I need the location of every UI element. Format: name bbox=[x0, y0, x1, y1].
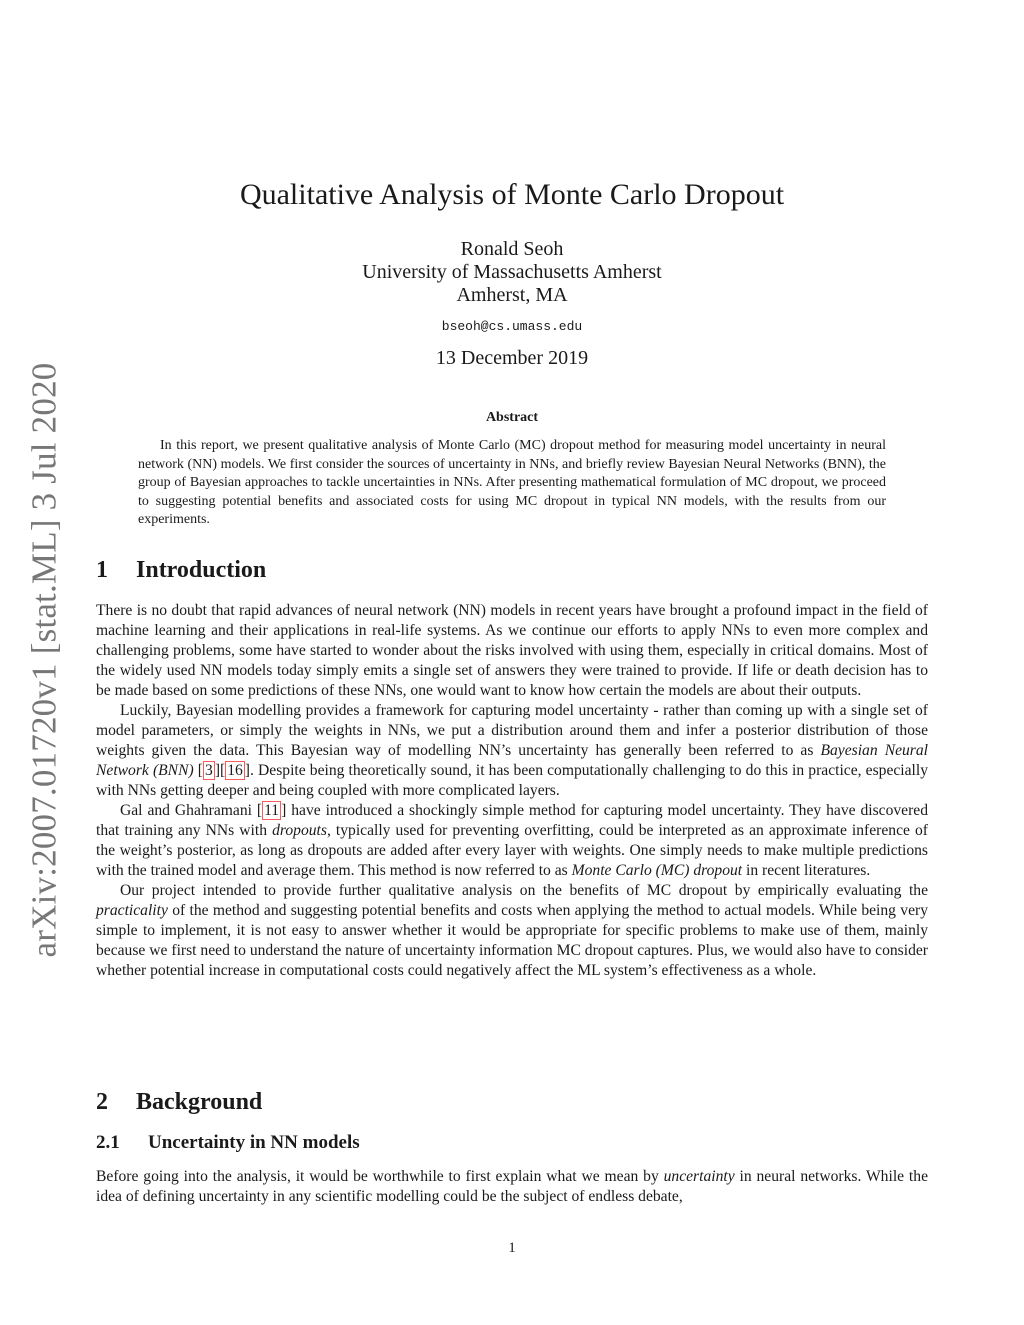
paper-title: Qualitative Analysis of Monte Carlo Dropout bbox=[239, 178, 785, 211]
background-paragraph-1 bbox=[96, 1167, 928, 1207]
text-run: Our project intended to provide further qualitative analysis on the benefits of MC dropout by empirically evaluating the bbox=[120, 882, 928, 899]
introduction-body bbox=[96, 601, 928, 981]
citation-link[interactable]: 3 bbox=[205, 762, 213, 779]
citation-link[interactable]: 11 bbox=[264, 802, 280, 819]
intro-paragraph-2: Luckily, Bayesian modelling provides a framework for capturing model uncertainty - rather than coming up with a single set of model parameters, or simply the weights in NNs, we put a distribution around them and infer a posterior distribution of those weights given the data. This Bayesian way of modelling NN’s uncertainty has generally been referred to as Bayesian Neural Network (BNN) [ 3 ][ 16 ]. Despite being theoretically sound, it has been computationally challenging to do this in practice, especially with NNs getting deeper and being coupled with more complicated layers. bbox=[96, 702, 929, 799]
arxiv-id-text: arXiv:2007.01720v1 [stat.ML] 3 Jul 2020 bbox=[24, 362, 64, 958]
emphasis-dropouts: dropouts bbox=[272, 822, 327, 839]
text-run: Before going into the analysis, it would be worthwhile to first explain what we mean by bbox=[96, 1168, 664, 1185]
page-number: 1 bbox=[508, 1240, 516, 1256]
subsection-uncertainty-heading bbox=[96, 1132, 360, 1154]
text-run: in neural networks. While the idea of defining uncertainty in any scientific modelling could be the subject of endless debate, bbox=[96, 1168, 928, 1205]
abstract-text: In this report, we present qualitative analysis of Monte Carlo (MC) dropout method for measuring model uncertainty in neural network (NN) models. We first consider the sources of uncertainty in NNs, and briefly review Bayesian Neural Networks (BNN), the group of Bayesian approaches to tackle uncertainties in NNs. After presenting mathematical formulation of MC dropout, we proceed to suggesting potential benefits and associated costs for using MC dropout in typical NN models, with the results from our experiments. bbox=[138, 438, 886, 527]
abstract-heading: Abstract bbox=[485, 410, 539, 425]
section-number: 2 bbox=[96, 1089, 108, 1115]
author-email-line bbox=[0, 313, 1024, 336]
emphasis-bnn: Bayesian Neural Network (BNN) bbox=[96, 742, 929, 779]
text-run: , typically used for preventing overfitting, could be interpreted as an approximate inference of the weight’s posterior, as long as dropouts are added after every layer with weights. One simply needs to make multiple predictions with the trained model and average them. This method is now referred to as bbox=[96, 822, 928, 879]
author-name: Ronald Seoh bbox=[460, 238, 564, 260]
emphasis-mc-dropout: Monte Carlo (MC) dropout bbox=[571, 862, 743, 879]
intro-paragraph-4 bbox=[96, 881, 928, 981]
emphasis-practicality: practicality bbox=[96, 902, 168, 919]
text-run: in recent literatures. bbox=[742, 862, 871, 879]
text-run: . Despite being theoretically sound, it has been computationally challenging to do this in practice, especially with NNs getting deeper and being coupled with more complicated layers. bbox=[96, 762, 928, 799]
section-background-heading bbox=[96, 1089, 262, 1116]
text-run: of the method and suggesting potential benefits and costs when applying the method to actual models. While being very simple to implement, it is not easy to answer whether it would be appropriate for specific problems to make use of them, mainly because we first need to understand the nature of uncertainty information MC dropout captures. Plus, we would also have to consider whether potential increase in computational costs could negatively affect the ML system’s effectiveness as a whole. bbox=[96, 902, 928, 979]
section-number: 1 bbox=[96, 557, 108, 583]
arxiv-side-identifier bbox=[14, 362, 74, 958]
emphasis-uncertainty: uncertainty bbox=[663, 1168, 735, 1185]
background-body bbox=[96, 1167, 928, 1207]
section-title: Background bbox=[136, 1089, 263, 1115]
intro-paragraph-3: Gal and Ghahramani [ 11 ] have introduced a shockingly simple method for capturing model uncertainty. They have discovered that training any NNs with dropouts, typically used for preventing overfitting, could be interpreted as an approximate inference of the weight’s posterior, as long as dropouts are added after every layer with weights. One simply needs to make multiple predictions with the trained model and average them. This method is now referred to as Monte Carlo (MC) dropout in recent literatures. bbox=[96, 802, 929, 879]
author-affiliation: University of Massachusetts Amherst bbox=[362, 261, 662, 283]
citation-link[interactable]: 16 bbox=[227, 762, 243, 779]
paper-date: 13 December 2019 bbox=[435, 347, 589, 369]
intro-paragraph-1: There is no doubt that rapid advances of neural network (NN) models in recent years have brought a profound impact in the field of machine learning and their applications in real-life systems. As we continue our efforts to apply NNs to even more complex and challenging problems, some have started to wonder about the risks involved with using them, especially in critical domains. Most of the widely used NN models today simply emits a single set of answers they were trained to provide. If life or death decision has to be made based on some predictions of these NNs, one would want to know how certain the models are about their outputs. bbox=[96, 602, 928, 699]
subsection-number: 2.1 bbox=[96, 1132, 120, 1153]
text-run: have introduced a shockingly simple method for capturing model uncertainty. They have discovered that training any NNs with bbox=[96, 802, 929, 839]
author-email: bseoh@cs.umass.edu bbox=[441, 319, 583, 334]
text-run: Luckily, Bayesian modelling provides a framework for capturing model uncertainty - rather than coming up with a single set of model parameters, or simply the weights in NNs, we put a distribution around them and infer a posterior distribution of those weights given the data. This Bayesian way of modelling NN’s uncertainty has generally been referred to as bbox=[96, 702, 928, 759]
subsection-title: Uncertainty in NN models bbox=[148, 1132, 360, 1153]
author-location: Amherst, MA bbox=[456, 284, 568, 306]
section-introduction-heading bbox=[96, 557, 266, 584]
text-run: Gal and Ghahramani bbox=[120, 802, 257, 819]
section-title: Introduction bbox=[136, 557, 267, 583]
